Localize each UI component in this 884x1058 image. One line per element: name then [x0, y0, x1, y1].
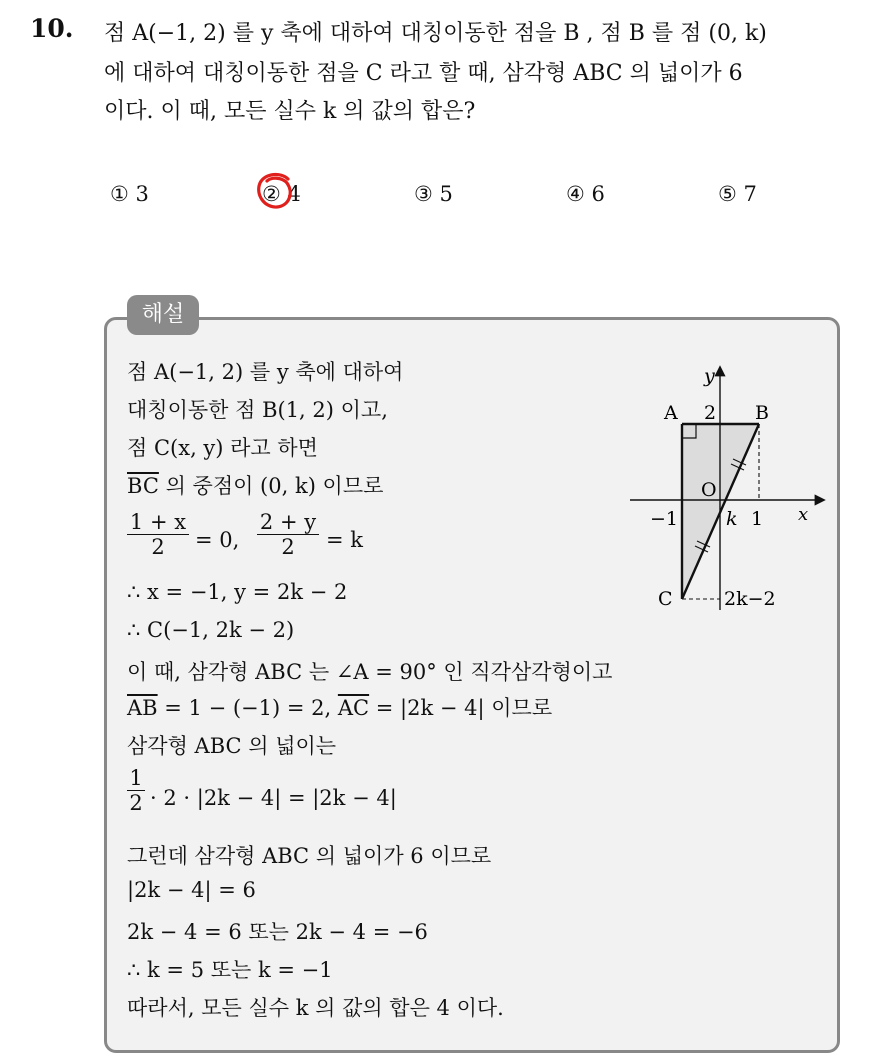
fraction-half-denominator: 2	[129, 791, 143, 815]
label-one: 1	[751, 508, 764, 530]
solution-line-4	[127, 470, 383, 500]
label-y-axis: y	[704, 365, 715, 387]
choice-2[interactable]: ② 4	[262, 182, 301, 206]
solution-line-13: |2k − 4| = 6	[127, 878, 256, 902]
choice-5[interactable]: ⑤ 7	[718, 182, 757, 206]
segment-ab: $\overline{AB}$	[127, 696, 158, 720]
fraction-2	[257, 510, 319, 559]
solution-line-3: 점 C(x, y) 라고 하면	[127, 436, 318, 460]
solution-line-12: 그런데 삼각형 ABC 의 넓이가 6 이므로	[127, 844, 492, 868]
coordinate-diagram	[620, 362, 830, 612]
solution-line-15: ∴ k = 5 또는 k = −1	[127, 958, 333, 982]
fraction-2-denominator: 2	[281, 535, 295, 559]
segment-bc: $\overline{BC}$	[127, 474, 159, 498]
solution-line-10: 삼각형 ABC 의 넓이는	[127, 734, 337, 758]
solution-line-16: 따라서, 모든 실수 k 의 값의 합은 4 이다.	[127, 996, 504, 1020]
label-two: 2	[704, 402, 717, 424]
choice-4[interactable]: ④ 6	[566, 182, 605, 206]
label-origin: O	[701, 479, 717, 501]
choice-1[interactable]: ① 3	[110, 182, 149, 206]
solution-line-14: 2k − 4 = 6 또는 2k − 4 = −6	[127, 920, 428, 944]
label-x-axis: x	[798, 504, 809, 525]
solution-line-1: 점 A(−1, 2) 를 y 축에 대하여	[127, 360, 404, 384]
label-b: B	[755, 402, 769, 424]
label-c: C	[658, 588, 673, 610]
solution-tab: 해설	[127, 295, 199, 335]
segment-ac: $\overline{AC}$	[337, 696, 370, 720]
label-a: A	[664, 402, 678, 424]
fraction-half	[127, 766, 145, 815]
fraction-2-numerator: 2 + y	[259, 510, 317, 534]
solution-line-8: 이 때, 삼각형 ABC 는 ∠A = 90° 인 직각삼각형이고	[127, 660, 613, 684]
solution-line-4-rest: 의 중점이 (0, k) 이므로	[158, 474, 384, 498]
choice-3[interactable]: ③ 5	[414, 182, 453, 206]
solution-line-7: ∴ C(−1, 2k − 2)	[127, 618, 295, 642]
question-text-line-3: 이다. 이 때, 모든 실수 k 의 값의 합은?	[104, 99, 476, 124]
equation-end: = k	[326, 528, 363, 552]
solution-line-2: 대칭이동한 점 B(1, 2) 이고,	[127, 398, 388, 422]
solution-line-9-mid: = 1 − (−1) = 2,	[157, 696, 338, 720]
fraction-1	[127, 510, 189, 559]
solution-line-9-rest: = |2k − 4| 이므로	[369, 696, 553, 720]
solution-line-9	[127, 692, 552, 722]
equation-middle: = 0,	[195, 528, 240, 552]
fraction-half-numerator: 1	[129, 766, 143, 790]
fraction-1-numerator: 1 + x	[129, 510, 187, 534]
label-k: k	[726, 508, 738, 530]
solution-line-11: · 2 · |2k − 4| = |2k − 4|	[150, 786, 397, 810]
question-text-line-1: 점 A(−1, 2) 를 y 축에 대하여 대칭이동한 점을 B , 점 B 를 점 (0, k)	[104, 21, 767, 46]
label-two-k-minus-two: 2k−2	[724, 588, 776, 610]
question-number: 10.	[30, 14, 74, 43]
solution-line-6: ∴ x = −1, y = 2k − 2	[127, 580, 348, 604]
question-text-line-2: 에 대하여 대칭이동한 점을 C 라고 할 때, 삼각형 ABC 의 넓이가 6	[104, 61, 743, 86]
label-neg-one: −1	[650, 508, 679, 530]
fraction-1-denominator: 2	[151, 535, 165, 559]
